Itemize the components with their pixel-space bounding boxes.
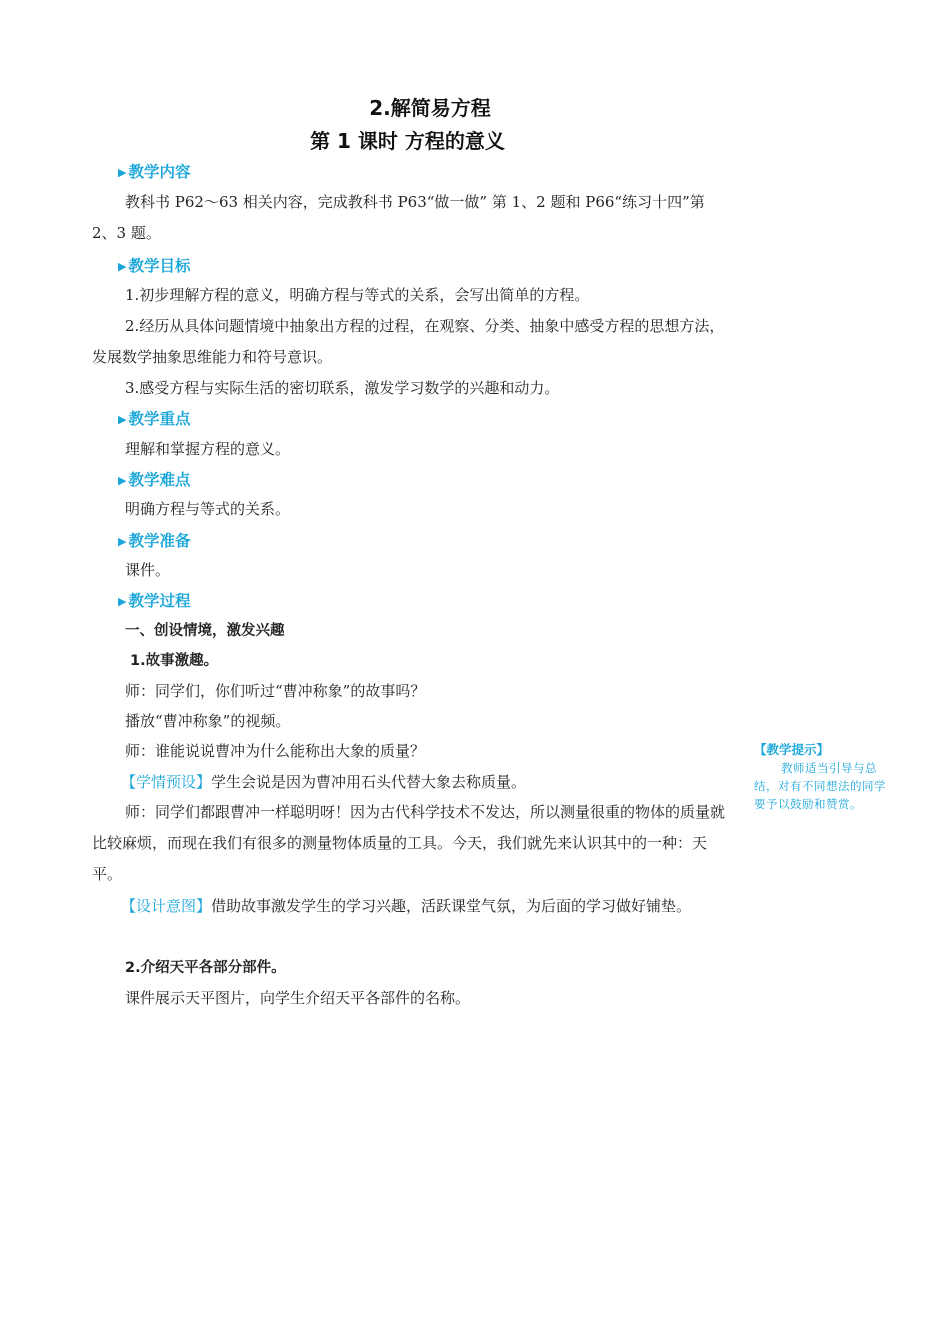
design-paragraph: [92, 891, 732, 922]
side-note-text: 教师适当引导与总结，对有不同想法的同学要予以鼓励和赞赏。: [754, 761, 886, 811]
design-text: 借助故事激发学生的学习兴趣，活跃课堂气氛，为后面的学习做好铺垫。: [211, 897, 692, 915]
triangle-bullet-icon: ▶: [118, 474, 127, 487]
goal-item: 3.感受方程与实际生活的密切联系，激发学习数学的兴趣和动力。: [125, 379, 560, 397]
triangle-bullet-icon: ▶: [118, 166, 127, 179]
section-heading-process: ▶ 教学过程: [118, 592, 191, 610]
section-heading-key: ▶ 教学重点: [118, 410, 191, 428]
process-step-heading: 1.故事激趣。: [130, 653, 219, 669]
difficulty-text: 明确方程与等式的关系。: [125, 500, 291, 518]
triangle-bullet-icon: ▶: [118, 413, 127, 426]
dialogue-line: 播放“曹冲称象”的视频。: [125, 712, 291, 730]
step2-text: 课件展示天平图片，向学生介绍天平各部件的名称。: [125, 989, 471, 1007]
side-note-title: 【教学提示】: [754, 742, 830, 757]
triangle-bullet-icon: ▶: [118, 535, 127, 548]
section-heading-content: ▶ 教学内容: [118, 163, 191, 181]
document-title: 2.解简易方程: [369, 96, 491, 120]
design-tag: 【设计意图】: [121, 897, 212, 915]
side-note: [754, 741, 894, 813]
triangle-bullet-icon: ▶: [118, 595, 127, 608]
section-heading-prep: ▶ 教学准备: [118, 532, 191, 550]
teacher-paragraph: 师：同学们都跟曹冲一样聪明呀！因为古代科学技术不发达，所以测量很重的物体的质量就比较麻烦，而现在我们有很多的测量物体质量的工具。今天，我们就先来认识其中的一种：天平。: [92, 803, 726, 883]
goal-item: 2.经历从具体问题情境中抽象出方程的过程，在观察、分类、抽象中感受方程的思想方法，发展数学抽象思维能力和符号意识。: [92, 317, 725, 366]
prep-text: 课件。: [125, 561, 171, 579]
dialogue-line: 师：同学们，你们听过“曹冲称象”的故事吗？: [125, 682, 426, 700]
key-text: 理解和掌握方程的意义。: [125, 440, 291, 458]
triangle-bullet-icon: ▶: [118, 260, 127, 273]
preset-text: 学生会说是因为曹冲用石头代替大象去称质量。: [211, 773, 527, 791]
dialogue-line: 师：谁能说说曹冲为什么能称出大象的质量？: [125, 742, 426, 760]
preset-tag: 【学情预设】: [121, 773, 212, 791]
preset-line: [92, 767, 761, 798]
goal-item: 1.初步理解方程的意义，明确方程与等式的关系，会写出简单的方程。: [125, 286, 590, 304]
section-heading-difficulty: ▶ 教学难点: [118, 471, 191, 489]
section-heading-goals: ▶ 教学目标: [118, 257, 191, 275]
process-step-heading: 2.介绍天平各部分部件。: [125, 960, 286, 976]
lesson-subtitle: 第 1 课时 方程的意义: [310, 129, 505, 153]
process-part-heading: 一、创设情境，激发兴趣: [125, 623, 285, 639]
content-text: 教科书 P62～63 相关内容，完成教科书 P63“做一做” 第 1、2 题和 P66“练习十四”第 2、3 题。: [92, 193, 705, 242]
